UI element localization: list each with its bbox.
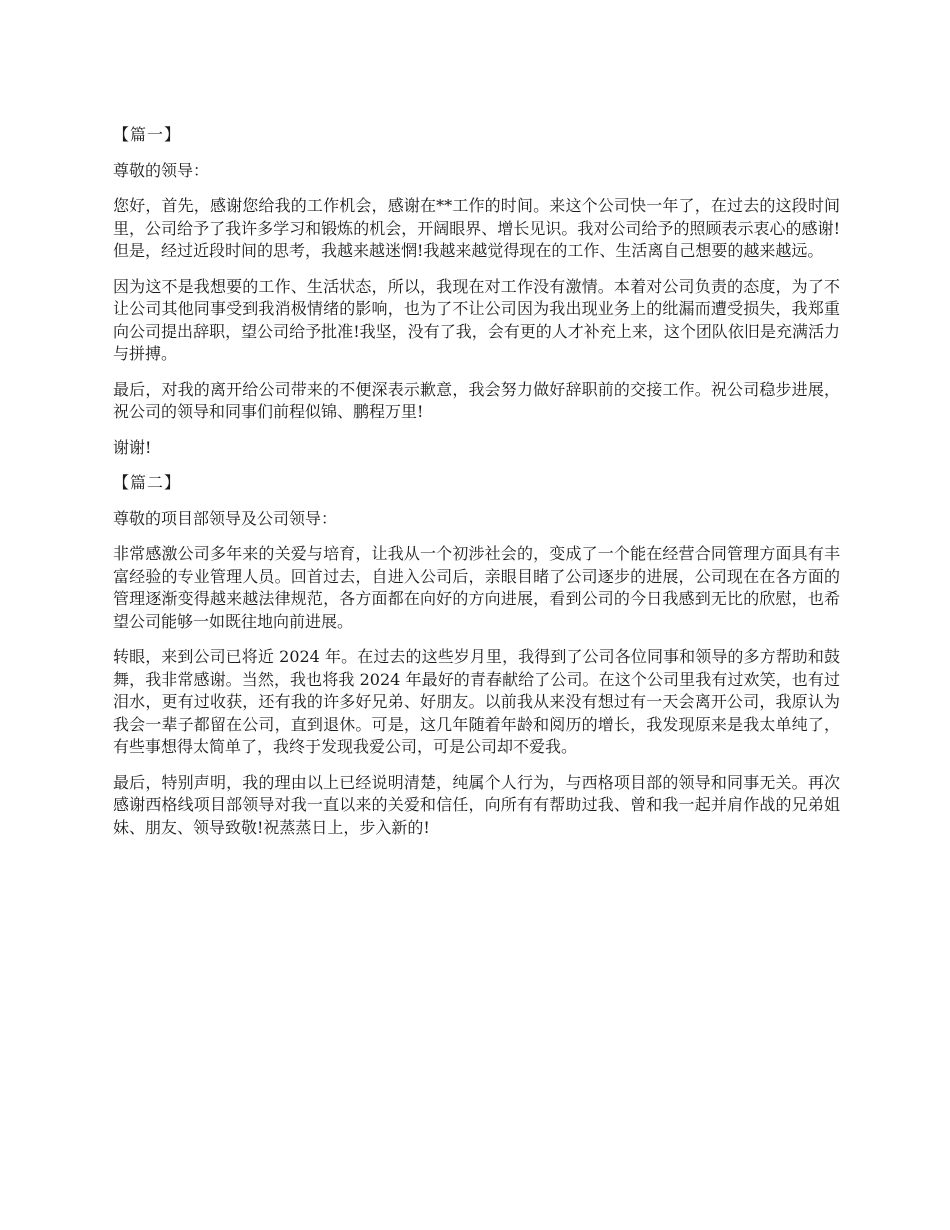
section-2-paragraph-2: 转眼，来到公司已将近 2024 年。在过去的这些岁月里，我得到了公司各位同事和领导的多方帮助和鼓舞，我非常感谢。当然，我也将我 2024 年最好的青春献给了公司。在这个公司里我有过欢笑，也有过泪水，更有过收获，还有我的许多好兄弟、好朋友。以前我从来没有想过有一天会离开公司，我原认为我会一辈子都留在公司，直到退休。可是，这几年随着年龄和阅历的增长，我发现原来是我太单纯了，有些事想得太简单了，我终于发现我爱公司，可是公司却不爱我。 (113, 647, 840, 756)
section-1-paragraph-4: 谢谢! (113, 437, 152, 457)
section-1-heading: 【篇一】 (113, 125, 182, 144)
section-1-paragraph-2: 因为这不是我想要的工作、生活状态，所以，我现在对工作没有激情。本着对公司负责的态度，为了不让公司其他同事受到我消极情绪的影响，也为了不让公司因为我出现业务上的纰漏而遭受损失，我郑重向公司提出辞职，望公司给予批准!我坚，没有了我，会有更的人才补充上来，这个团队依旧是充满活力与拼搏。 (113, 276, 840, 363)
section-2-greeting: 尊敬的项目部领导及公司领导： (113, 508, 338, 528)
document-page (113, 124, 840, 852)
section-2-paragraph-3: 最后，特别声明，我的理由以上已经说明清楚，纯属个人行为，与西格项目部的领导和同事无关。再次感谢西格线项目部领导对我一直以来的关爱和信任，向所有有帮助过我、曾和我一起并肩作战的兄弟姐妹、朋友、领导致敬!祝蒸蒸日上，步入新的! (113, 772, 840, 837)
section-1-paragraph-1: 您好，首先，感谢您给我的工作机会，感谢在**工作的时间。来这个公司快一年了，在过去的这段时间里，公司给予了我许多学习和锻炼的机会，开阔眼界、增长见识。我对公司给予的照顾表示衷心的感谢!但是，经过近段时间的思考，我越来越迷惘!我越来越觉得现在的工作、生活离自己想要的越来越远。 (113, 196, 840, 260)
section-2-heading: 【篇二】 (113, 473, 182, 492)
section-1-paragraph-3: 最后，对我的离开给公司带来的不便深表示歉意，我会努力做好辞职前的交接工作。祝公司稳步进展，祝公司的领导和同事们前程似锦、鹏程万里! (113, 379, 840, 421)
section-2-paragraph-1: 非常感激公司多年来的关爱与培育，让我从一个初涉社会的，变成了一个能在经营合同管理方面具有丰富经验的专业管理人员。回首过去，自进入公司后，亲眼目睹了公司逐步的进展，公司现在在各方面的管理逐渐变得越来越法律规范，各方面都在向好的方向进展，看到公司的今日我感到无比的欣慰，也希望公司能够一如既往地向前进展。 (113, 544, 840, 631)
section-1-greeting: 尊敬的领导： (113, 160, 210, 180)
